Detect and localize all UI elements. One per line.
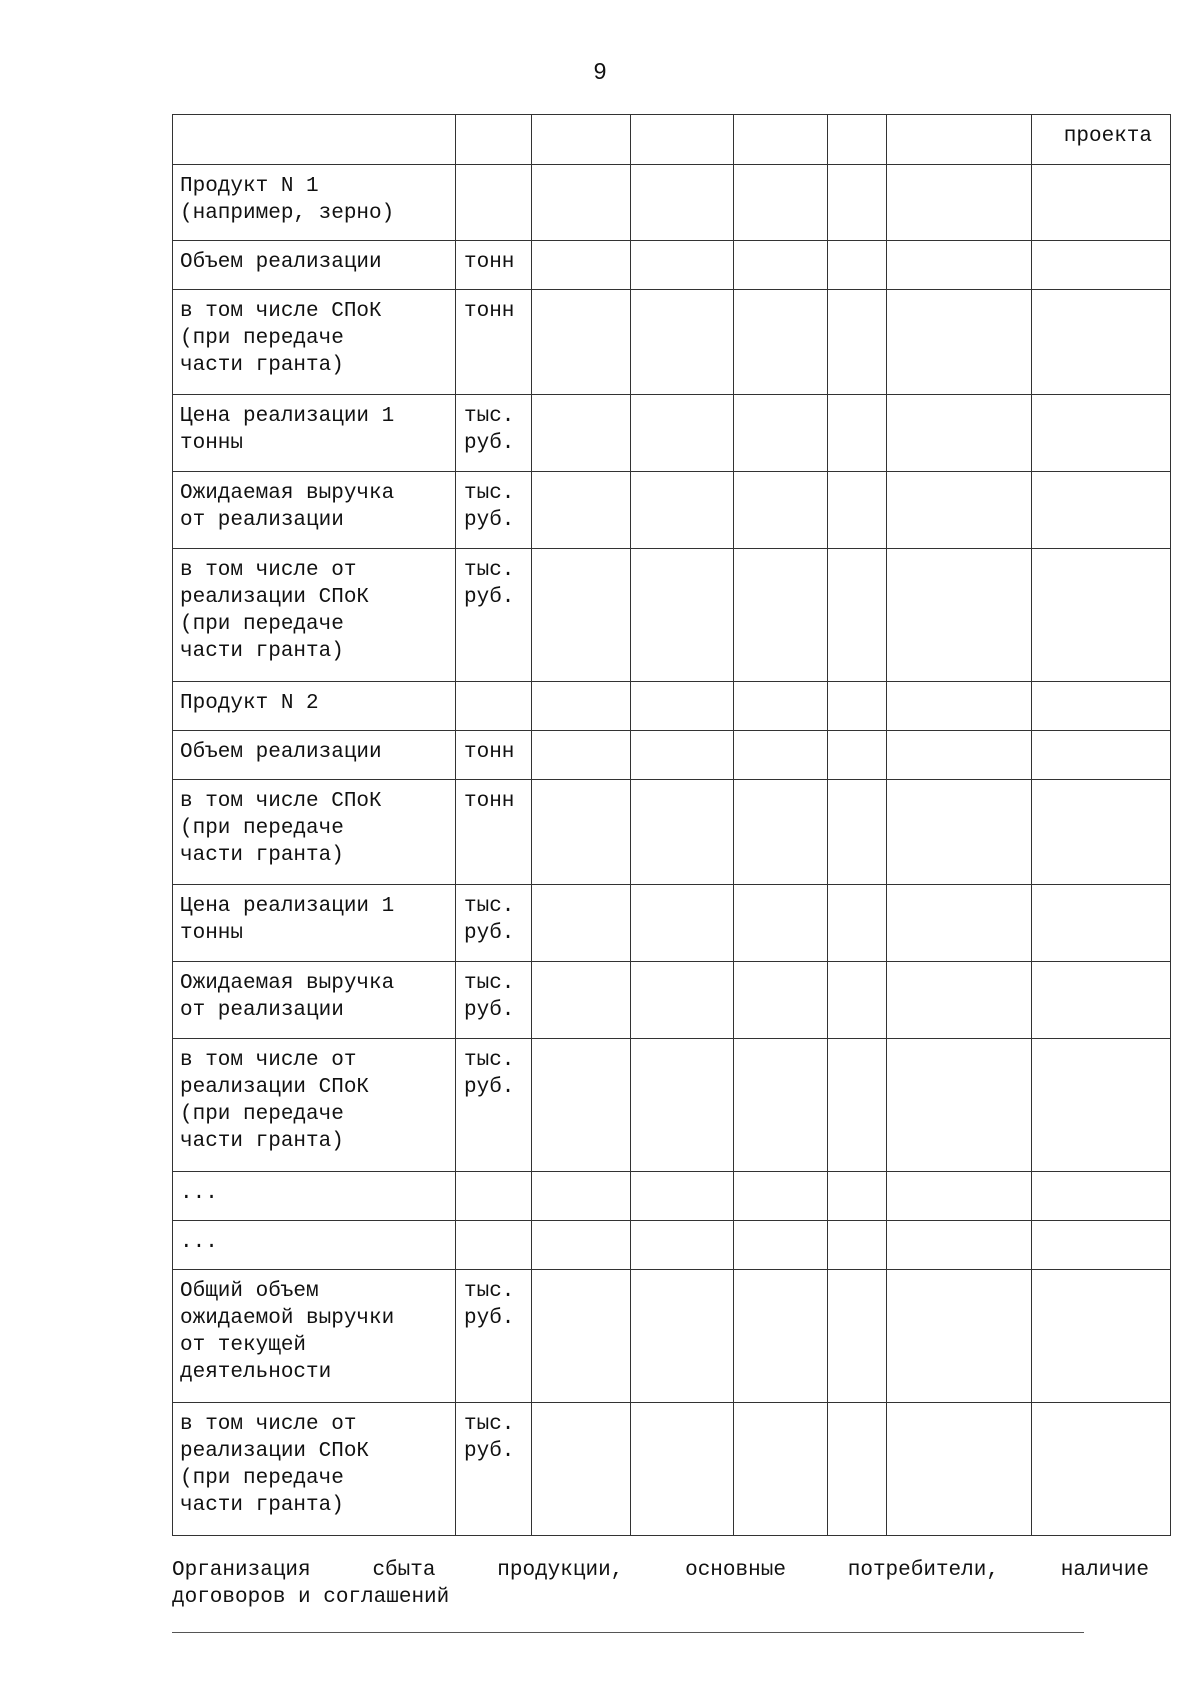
table-cell	[631, 780, 734, 885]
row-unit	[456, 165, 532, 241]
table-cell	[734, 165, 828, 241]
table-cell	[828, 682, 887, 731]
table-cell	[734, 780, 828, 885]
page-number: 9	[593, 58, 607, 84]
table-cell	[532, 1221, 631, 1270]
table-cell	[887, 395, 1032, 472]
table-cell	[631, 962, 734, 1039]
table-cell	[734, 472, 828, 549]
table-cell	[631, 241, 734, 290]
table-cell	[734, 241, 828, 290]
table-cell	[734, 1172, 828, 1221]
table-row	[173, 1039, 1171, 1172]
table-cell	[887, 1403, 1032, 1536]
table-cell	[887, 1039, 1032, 1172]
table-row	[173, 241, 1171, 290]
table-cell	[1032, 1403, 1171, 1536]
table-cell	[532, 115, 631, 165]
table-cell	[532, 962, 631, 1039]
table-row	[173, 1172, 1171, 1221]
table-row	[173, 962, 1171, 1039]
row-unit: тыс. руб.	[456, 1270, 532, 1403]
table-cell	[828, 885, 887, 962]
table-header-row	[173, 115, 1171, 165]
row-unit: тонн	[456, 731, 532, 780]
table-cell	[456, 115, 532, 165]
table-body	[173, 115, 1171, 1536]
row-label: Ожидаемая выручка от реализации	[173, 962, 456, 1039]
row-label: Ожидаемая выручка от реализации	[173, 472, 456, 549]
table-cell	[734, 115, 828, 165]
table-cell	[631, 290, 734, 395]
table-cell	[887, 241, 1032, 290]
table-cell	[887, 472, 1032, 549]
table-cell	[887, 115, 1032, 165]
row-unit	[456, 682, 532, 731]
table-row	[173, 682, 1171, 731]
table-cell	[887, 682, 1032, 731]
table-cell	[828, 472, 887, 549]
table-cell	[734, 1039, 828, 1172]
table-cell	[887, 165, 1032, 241]
table-cell	[631, 115, 734, 165]
table-cell	[828, 962, 887, 1039]
table-cell	[532, 1172, 631, 1221]
row-unit: тыс. руб.	[456, 395, 532, 472]
table-cell	[887, 549, 1032, 682]
table-cell	[734, 1403, 828, 1536]
row-label: Общий объем ожидаемой выручки от текущей деятельности	[173, 1270, 456, 1403]
table-cell	[532, 1403, 631, 1536]
row-unit: тонн	[456, 290, 532, 395]
table-cell	[532, 165, 631, 241]
row-label: Цена реализации 1 тонны	[173, 885, 456, 962]
table-cell	[1032, 962, 1171, 1039]
table-cell	[532, 682, 631, 731]
table-cell	[734, 395, 828, 472]
row-label: Продукт N 2	[173, 682, 456, 731]
table-cell	[1032, 472, 1171, 549]
row-unit: тыс. руб.	[456, 885, 532, 962]
table-cell	[631, 731, 734, 780]
table-cell	[1032, 682, 1171, 731]
table-row	[173, 165, 1171, 241]
row-label: в том числе от реализации СПоК (при передаче части гранта)	[173, 549, 456, 682]
table-cell	[734, 962, 828, 1039]
row-label: Объем реализации	[173, 241, 456, 290]
table-cell	[532, 1270, 631, 1403]
row-unit	[456, 1172, 532, 1221]
sales-organization-caption	[172, 1557, 1149, 1611]
table-cell	[532, 241, 631, 290]
caption-line: договоров и соглашений	[172, 1586, 450, 1609]
table-cell	[828, 1221, 887, 1270]
row-label: в том числе СПоК (при передаче части гранта)	[173, 290, 456, 395]
table-cell	[532, 395, 631, 472]
table-cell	[828, 780, 887, 885]
table-cell	[1032, 549, 1171, 682]
table-row	[173, 780, 1171, 885]
table-cell	[734, 1221, 828, 1270]
table-cell	[631, 682, 734, 731]
table-cell	[631, 472, 734, 549]
table-cell	[734, 290, 828, 395]
table-cell	[1032, 241, 1171, 290]
row-unit: тыс. руб.	[456, 1403, 532, 1536]
row-label: Продукт N 1 (например, зерно)	[173, 165, 456, 241]
table-cell	[631, 165, 734, 241]
row-unit: тыс. руб.	[456, 1039, 532, 1172]
table-cell	[734, 682, 828, 731]
table-cell	[631, 885, 734, 962]
table-row	[173, 885, 1171, 962]
table-row	[173, 395, 1171, 472]
table-row	[173, 290, 1171, 395]
row-label: в том числе от реализации СПоК (при передаче части гранта)	[173, 1039, 456, 1172]
row-unit: тыс. руб.	[456, 962, 532, 1039]
table-row	[173, 472, 1171, 549]
answer-line	[172, 1632, 1084, 1633]
table-cell	[828, 115, 887, 165]
row-label: в том числе от реализации СПоК (при передаче части гранта)	[173, 1403, 456, 1536]
table-cell	[631, 1221, 734, 1270]
table-row	[173, 1270, 1171, 1403]
table-cell	[887, 885, 1032, 962]
table-cell	[1032, 780, 1171, 885]
table-cell	[1032, 1039, 1171, 1172]
table-cell	[631, 1270, 734, 1403]
row-label: ...	[173, 1221, 456, 1270]
table-cell	[1032, 731, 1171, 780]
table-cell	[631, 1039, 734, 1172]
table-row	[173, 549, 1171, 682]
row-unit: тонн	[456, 780, 532, 885]
table-cell	[828, 1039, 887, 1172]
table-cell	[828, 1270, 887, 1403]
table-cell	[1032, 885, 1171, 962]
row-label: ...	[173, 1172, 456, 1221]
table-row	[173, 1221, 1171, 1270]
caption-line: Организация сбыта продукции, основные потребители, наличие	[172, 1559, 1149, 1582]
table-cell	[532, 885, 631, 962]
row-unit	[456, 1221, 532, 1270]
table-cell	[1032, 1221, 1171, 1270]
table-cell	[828, 1403, 887, 1536]
row-label: в том числе СПоК (при передаче части гранта)	[173, 780, 456, 885]
table-cell	[887, 1221, 1032, 1270]
table-cell	[1032, 290, 1171, 395]
table-cell	[887, 962, 1032, 1039]
table-cell	[1032, 165, 1171, 241]
table-cell	[828, 290, 887, 395]
table-cell	[887, 290, 1032, 395]
table-cell	[631, 549, 734, 682]
table-cell	[631, 395, 734, 472]
table-cell	[828, 549, 887, 682]
row-unit: тонн	[456, 241, 532, 290]
table-cell	[532, 780, 631, 885]
table-cell	[631, 1403, 734, 1536]
table-cell	[734, 885, 828, 962]
row-label: Объем реализации	[173, 731, 456, 780]
table-cell	[532, 549, 631, 682]
table-cell	[734, 549, 828, 682]
table-cell	[631, 1172, 734, 1221]
table-cell	[828, 241, 887, 290]
table-cell	[828, 395, 887, 472]
table-row	[173, 1403, 1171, 1536]
table-cell	[532, 731, 631, 780]
table-cell	[828, 1172, 887, 1221]
row-unit: тыс. руб.	[456, 549, 532, 682]
table-cell	[1032, 395, 1171, 472]
table-cell	[734, 731, 828, 780]
table-cell	[887, 780, 1032, 885]
table-cell	[828, 165, 887, 241]
table-cell	[734, 1270, 828, 1403]
table-cell	[887, 1172, 1032, 1221]
table-cell	[1032, 1172, 1171, 1221]
table-cell	[173, 115, 456, 165]
header-project-cell: проекта	[1032, 115, 1171, 165]
table-cell	[828, 731, 887, 780]
table-row	[173, 731, 1171, 780]
table-cell	[532, 1039, 631, 1172]
table-cell	[887, 731, 1032, 780]
table-cell	[532, 290, 631, 395]
sales-table	[172, 114, 1171, 1536]
table-cell	[887, 1270, 1032, 1403]
table-cell	[532, 472, 631, 549]
table-cell	[1032, 1270, 1171, 1403]
row-label: Цена реализации 1 тонны	[173, 395, 456, 472]
row-unit: тыс. руб.	[456, 472, 532, 549]
